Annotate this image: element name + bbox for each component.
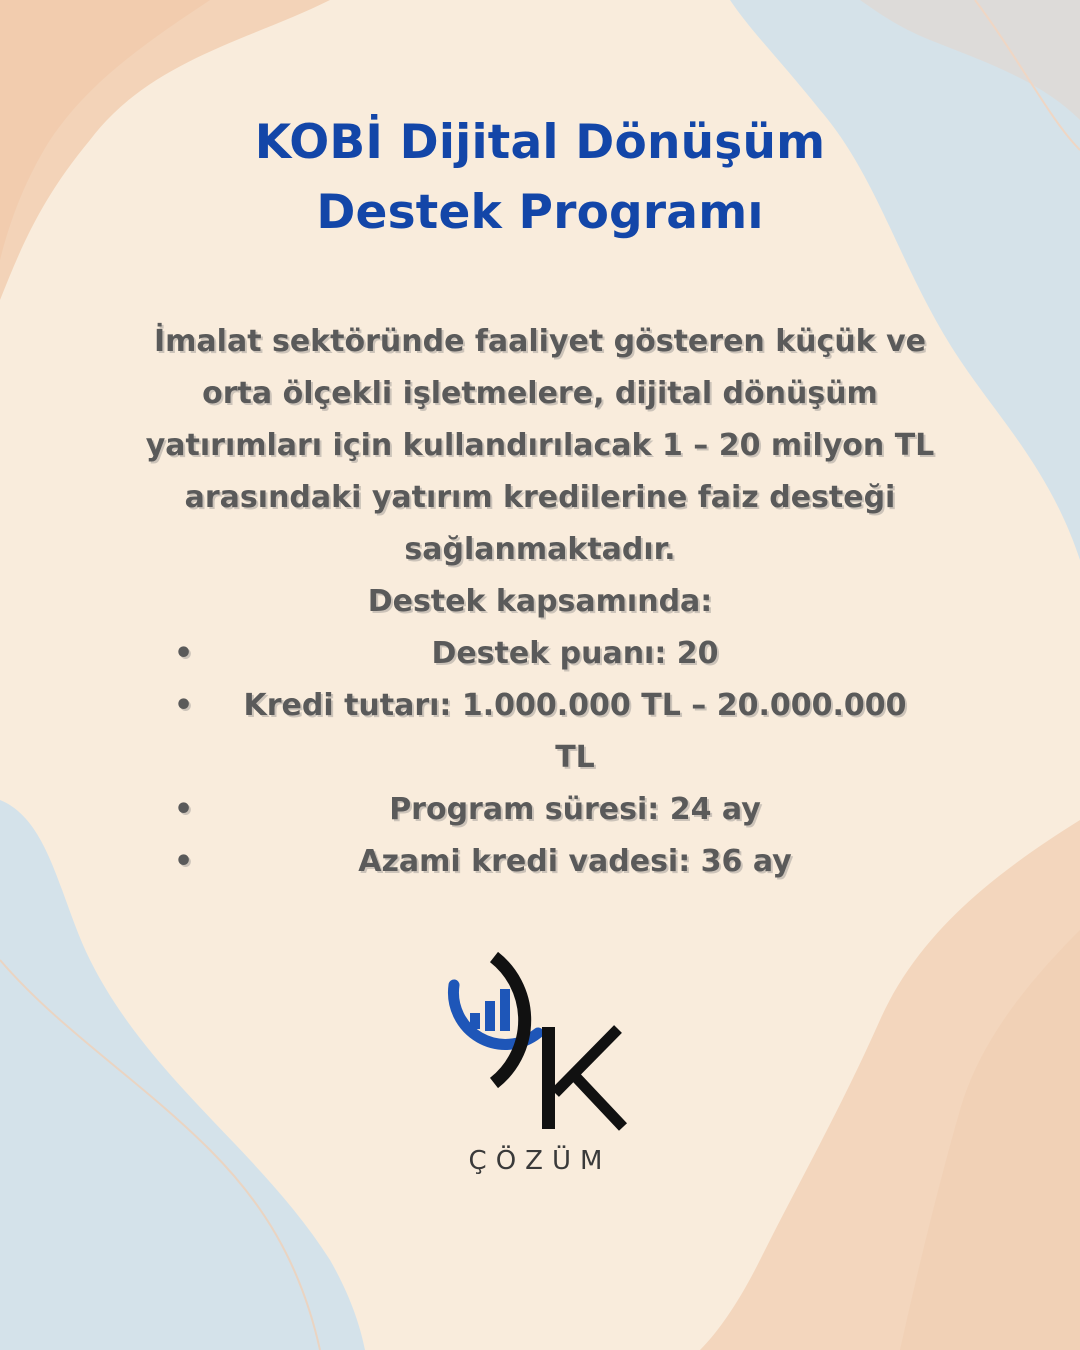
scope-list — [130, 628, 950, 888]
list-item — [130, 784, 950, 836]
list-item-text: Azami kredi vadesi: 36 ay — [358, 844, 792, 879]
bullet-icon: • — [174, 636, 194, 671]
bullet-icon: • — [174, 688, 194, 723]
bullet-icon: • — [174, 792, 194, 827]
description-block — [130, 316, 950, 888]
list-item-text: Kredi tutarı: 1.000.000 TL – 20.000.000 TL — [243, 688, 907, 775]
scope-label: Destek kapsamında: — [367, 584, 713, 619]
title-line-2: Destek Programı — [316, 185, 764, 240]
page-title — [0, 108, 1080, 248]
list-item — [130, 836, 950, 888]
list-item-text: Destek puanı: 20 — [431, 636, 719, 671]
logo-text: ÇÖZÜM — [468, 1146, 612, 1176]
list-item — [130, 628, 950, 680]
title-line-1: KOBİ Dijital Dönüşüm — [254, 115, 826, 170]
list-item-text: Program süresi: 24 ay — [389, 792, 761, 827]
intro-paragraph: İmalat sektöründe faaliyet gösteren küçük ve orta ölçekli işletmelere, dijital dönüşüm yatırımları için kullandırılacak 1 – 20 milyon TL arasındaki yatırım kredilerine faiz desteği sağlanmaktadır. — [145, 324, 935, 567]
bullet-icon: • — [174, 844, 194, 879]
list-item — [130, 680, 950, 784]
